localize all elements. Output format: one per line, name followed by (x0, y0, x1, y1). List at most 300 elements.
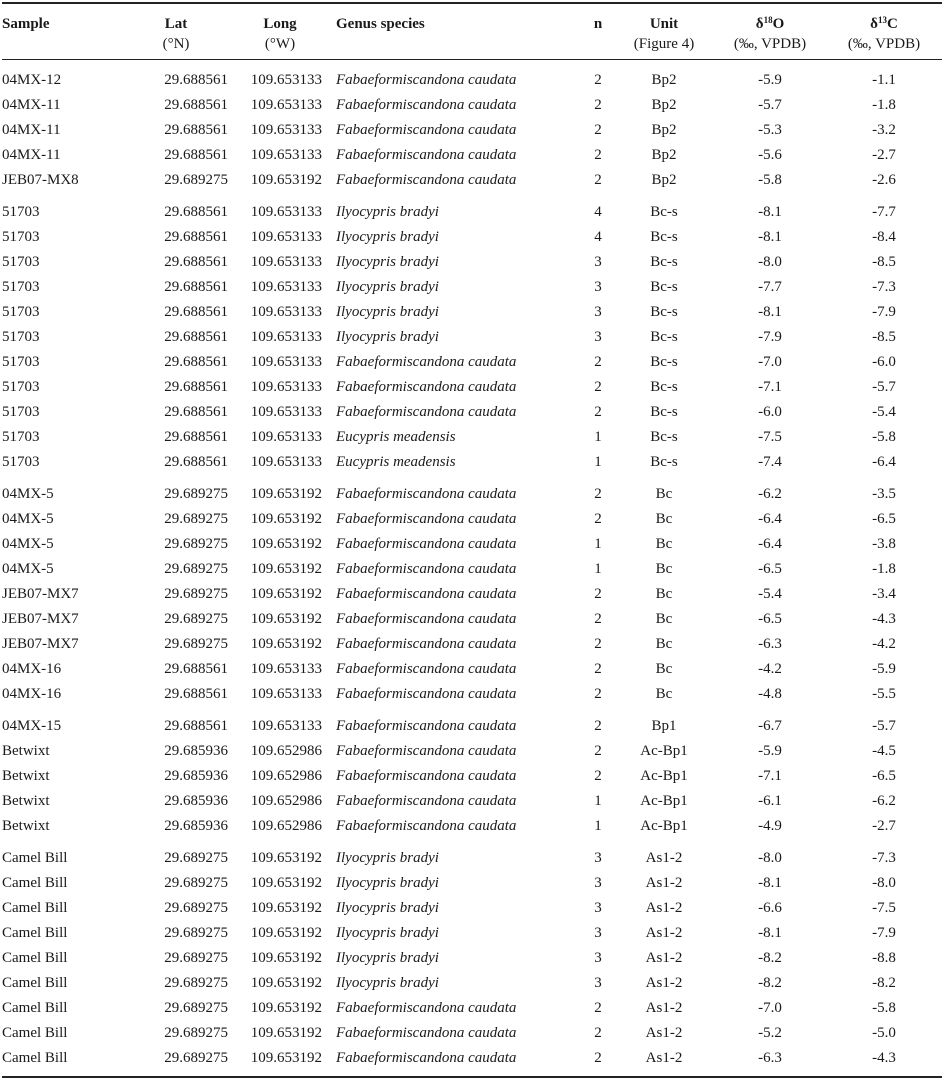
table-row (0, 683, 944, 708)
cell-long: 109.653192 (250, 1025, 322, 1041)
cell-n: 3 (594, 254, 602, 270)
cell-n: 2 (594, 172, 602, 188)
cell-genus-species: Fabaeformiscandona caudata (336, 611, 517, 627)
cell-sample: 51703 (2, 354, 40, 370)
cell-long: 109.653192 (250, 486, 322, 502)
table-row (0, 583, 944, 608)
cell-sample: 04MX-12 (2, 72, 62, 88)
cell-genus-species: Fabaeformiscandona caudata (336, 1050, 517, 1066)
cell-d13c: -5.0 (872, 1025, 896, 1041)
cell-sample: Betwixt (2, 818, 50, 834)
cell-d18o: -8.0 (758, 850, 782, 866)
cell-long: 109.653192 (250, 536, 322, 552)
cell-d13c: -7.3 (872, 850, 896, 866)
cell-d13c: -8.5 (872, 254, 896, 270)
cell-d13c: -7.9 (872, 304, 896, 320)
cell-n: 2 (594, 718, 602, 734)
cell-d13c: -8.0 (872, 875, 896, 891)
header-rule (2, 59, 942, 60)
table-top-rule (2, 2, 942, 4)
cell-d13c: -5.8 (872, 1000, 896, 1016)
row-group (0, 847, 944, 1072)
cell-unit: Bc-s (650, 254, 678, 270)
header-lat: Lat (°N) (126, 14, 226, 54)
cell-lat: 29.688561 (164, 72, 228, 88)
cell-n: 1 (594, 793, 602, 809)
cell-d18o: -6.3 (758, 636, 782, 652)
cell-genus-species: Fabaeformiscandona caudata (336, 793, 517, 809)
cell-unit: Bp1 (651, 718, 677, 734)
cell-n: 2 (594, 1050, 602, 1066)
table-row (0, 658, 944, 683)
cell-genus-species: Fabaeformiscandona caudata (336, 718, 517, 734)
cell-n: 4 (594, 229, 602, 245)
cell-d13c: -5.8 (872, 429, 896, 445)
cell-genus-species: Ilyocypris bradyi (336, 875, 439, 891)
cell-unit: Bc (655, 636, 673, 652)
cell-d13c: -6.5 (872, 768, 896, 784)
cell-lat: 29.688561 (164, 229, 228, 245)
cell-unit: As1-2 (645, 875, 683, 891)
cell-lat: 29.685936 (164, 743, 228, 759)
table-row (0, 790, 944, 815)
cell-sample: Camel Bill (2, 1050, 68, 1066)
cell-d18o: -5.3 (758, 122, 782, 138)
cell-d18o: -8.2 (758, 975, 782, 991)
cell-long: 109.653133 (250, 379, 322, 395)
cell-d13c: -8.4 (872, 229, 896, 245)
header-n: n (593, 16, 603, 32)
cell-d13c: -1.8 (872, 561, 896, 577)
row-group (0, 201, 944, 476)
cell-long: 109.653133 (250, 204, 322, 220)
cell-genus-species: Fabaeformiscandona caudata (336, 511, 517, 527)
cell-sample: 51703 (2, 379, 40, 395)
cell-genus-species: Fabaeformiscandona caudata (336, 1025, 517, 1041)
cell-unit: Bc-s (650, 329, 678, 345)
cell-d18o: -6.6 (758, 900, 782, 916)
cell-n: 3 (594, 900, 602, 916)
cell-genus-species: Ilyocypris bradyi (336, 229, 439, 245)
cell-lat: 29.688561 (164, 254, 228, 270)
cell-genus-species: Fabaeformiscandona caudata (336, 536, 517, 552)
cell-d13c: -5.5 (872, 686, 896, 702)
cell-d13c: -4.3 (872, 1050, 896, 1066)
table-row (0, 276, 944, 301)
cell-long: 109.653192 (250, 900, 322, 916)
cell-d13c: -6.0 (872, 354, 896, 370)
cell-genus-species: Fabaeformiscandona caudata (336, 172, 517, 188)
cell-long: 109.653192 (250, 172, 322, 188)
cell-unit: Bc (655, 536, 673, 552)
cell-genus-species: Fabaeformiscandona caudata (336, 97, 517, 113)
cell-sample: 51703 (2, 329, 40, 345)
cell-lat: 29.689275 (164, 925, 228, 941)
cell-n: 2 (594, 743, 602, 759)
cell-n: 3 (594, 850, 602, 866)
cell-sample: JEB07-MX8 (2, 172, 79, 188)
table-bottom-rule (2, 1076, 942, 1078)
cell-unit: Bp2 (651, 147, 677, 163)
cell-d18o: -8.2 (758, 950, 782, 966)
cell-lat: 29.689275 (164, 486, 228, 502)
cell-d18o: -8.1 (758, 304, 782, 320)
cell-long: 109.653192 (250, 950, 322, 966)
cell-n: 2 (594, 661, 602, 677)
cell-sample: 04MX-15 (2, 718, 62, 734)
cell-sample: Camel Bill (2, 850, 68, 866)
cell-long: 109.653133 (250, 718, 322, 734)
cell-sample: 51703 (2, 429, 40, 445)
table-row (0, 922, 944, 947)
table-row (0, 351, 944, 376)
cell-n: 2 (594, 147, 602, 163)
header-unit: Unit (Figure 4) (618, 14, 710, 54)
cell-genus-species: Fabaeformiscandona caudata (336, 404, 517, 420)
cell-lat: 29.688561 (164, 379, 228, 395)
cell-d18o: -6.3 (758, 1050, 782, 1066)
cell-sample: 51703 (2, 304, 40, 320)
cell-lat: 29.689275 (164, 611, 228, 627)
cell-unit: As1-2 (645, 925, 683, 941)
cell-long: 109.653133 (250, 229, 322, 245)
table-row (0, 69, 944, 94)
cell-sample: 04MX-5 (2, 536, 54, 552)
cell-unit: Ac-Bp1 (640, 793, 688, 809)
cell-lat: 29.685936 (164, 793, 228, 809)
cell-long: 109.653133 (250, 404, 322, 420)
cell-sample: 04MX-5 (2, 486, 54, 502)
table-row (0, 740, 944, 765)
cell-d13c: -1.1 (872, 72, 896, 88)
cell-unit: Bc (655, 586, 673, 602)
cell-n: 2 (594, 404, 602, 420)
table-row (0, 1022, 944, 1047)
cell-unit: As1-2 (645, 975, 683, 991)
cell-d18o: -4.2 (758, 661, 782, 677)
cell-d18o: -5.7 (758, 97, 782, 113)
cell-d18o: -7.5 (758, 429, 782, 445)
row-group (0, 715, 944, 840)
table-row (0, 401, 944, 426)
cell-d13c: -8.8 (872, 950, 896, 966)
cell-unit: Bc-s (650, 204, 678, 220)
cell-sample: JEB07-MX7 (2, 586, 79, 602)
cell-n: 3 (594, 875, 602, 891)
cell-n: 2 (594, 1025, 602, 1041)
table-row (0, 119, 944, 144)
header-lat-unit: (°N) (162, 36, 190, 52)
cell-d18o: -4.8 (758, 686, 782, 702)
cell-d13c: -8.5 (872, 329, 896, 345)
cell-unit: Bc (655, 511, 673, 527)
cell-unit: Bp2 (651, 97, 677, 113)
cell-d13c: -7.3 (872, 279, 896, 295)
cell-sample: 51703 (2, 204, 40, 220)
table-row (0, 251, 944, 276)
cell-n: 1 (594, 454, 602, 470)
cell-sample: 51703 (2, 454, 40, 470)
cell-lat: 29.688561 (164, 122, 228, 138)
cell-unit: Bc-s (650, 304, 678, 320)
cell-lat: 29.689275 (164, 1025, 228, 1041)
cell-unit: Bc (655, 611, 673, 627)
cell-d13c: -5.7 (872, 379, 896, 395)
cell-long: 109.653133 (250, 354, 322, 370)
cell-sample: 51703 (2, 229, 40, 245)
cell-lat: 29.688561 (164, 279, 228, 295)
cell-unit: Bc-s (650, 379, 678, 395)
cell-genus-species: Fabaeformiscandona caudata (336, 661, 517, 677)
cell-genus-species: Ilyocypris bradyi (336, 850, 439, 866)
cell-long: 109.653192 (250, 850, 322, 866)
table-row (0, 765, 944, 790)
cell-d13c: -3.8 (872, 536, 896, 552)
cell-n: 2 (594, 72, 602, 88)
cell-long: 109.652986 (250, 818, 322, 834)
cell-long: 109.653133 (250, 97, 322, 113)
cell-d18o: -5.9 (758, 743, 782, 759)
cell-long: 109.653192 (250, 586, 322, 602)
cell-n: 3 (594, 329, 602, 345)
cell-genus-species: Fabaeformiscandona caudata (336, 122, 517, 138)
cell-n: 2 (594, 122, 602, 138)
cell-sample: JEB07-MX7 (2, 611, 79, 627)
cell-long: 109.653192 (250, 1050, 322, 1066)
cell-d18o: -6.4 (758, 536, 782, 552)
cell-genus-species: Fabaeformiscandona caudata (336, 72, 517, 88)
cell-long: 109.652986 (250, 793, 322, 809)
cell-sample: 04MX-16 (2, 686, 62, 702)
cell-long: 109.653133 (250, 661, 322, 677)
table-row (0, 508, 944, 533)
cell-unit: Bc-s (650, 354, 678, 370)
cell-n: 2 (594, 379, 602, 395)
table-row (0, 94, 944, 119)
cell-lat: 29.689275 (164, 850, 228, 866)
cell-genus-species: Ilyocypris bradyi (336, 925, 439, 941)
cell-genus-species: Ilyocypris bradyi (336, 279, 439, 295)
cell-lat: 29.688561 (164, 329, 228, 345)
cell-d18o: -4.9 (758, 818, 782, 834)
cell-long: 109.653133 (250, 72, 322, 88)
cell-d13c: -6.4 (872, 454, 896, 470)
cell-n: 2 (594, 686, 602, 702)
cell-sample: Betwixt (2, 743, 50, 759)
cell-d18o: -7.0 (758, 354, 782, 370)
cell-long: 109.653192 (250, 636, 322, 652)
cell-long: 109.653192 (250, 611, 322, 627)
cell-genus-species: Fabaeformiscandona caudata (336, 636, 517, 652)
cell-n: 2 (594, 586, 602, 602)
cell-sample: Camel Bill (2, 1000, 68, 1016)
table-row (0, 326, 944, 351)
cell-d18o: -5.2 (758, 1025, 782, 1041)
cell-d18o: -7.1 (758, 768, 782, 784)
cell-sample: 04MX-5 (2, 561, 54, 577)
cell-unit: As1-2 (645, 1025, 683, 1041)
cell-long: 109.653133 (250, 304, 322, 320)
cell-genus-species: Fabaeformiscandona caudata (336, 486, 517, 502)
cell-d18o: -8.1 (758, 229, 782, 245)
cell-long: 109.653192 (250, 1000, 322, 1016)
cell-d18o: -8.1 (758, 925, 782, 941)
cell-long: 109.653133 (250, 279, 322, 295)
cell-unit: Bc (655, 661, 673, 677)
cell-sample: Camel Bill (2, 875, 68, 891)
table-row (0, 169, 944, 194)
cell-sample: 04MX-11 (2, 97, 61, 113)
cell-lat: 29.689275 (164, 561, 228, 577)
cell-unit: Bp2 (651, 72, 677, 88)
cell-genus-species: Eucypris meadensis (336, 454, 456, 470)
cell-unit: Ac-Bp1 (640, 818, 688, 834)
cell-sample: Camel Bill (2, 900, 68, 916)
table-row (0, 815, 944, 840)
table-row (0, 897, 944, 922)
cell-genus-species: Fabaeformiscandona caudata (336, 379, 517, 395)
cell-d18o: -8.1 (758, 204, 782, 220)
cell-lat: 29.688561 (164, 686, 228, 702)
cell-lat: 29.689275 (164, 636, 228, 652)
cell-unit: Bc-s (650, 404, 678, 420)
cell-n: 2 (594, 354, 602, 370)
header-genus-species: Genus species (336, 16, 425, 32)
cell-d18o: -6.1 (758, 793, 782, 809)
cell-d18o: -8.1 (758, 875, 782, 891)
cell-unit: Bc (655, 686, 673, 702)
cell-sample: 51703 (2, 279, 40, 295)
cell-n: 1 (594, 561, 602, 577)
cell-n: 2 (594, 768, 602, 784)
cell-n: 3 (594, 925, 602, 941)
table-row (0, 201, 944, 226)
cell-genus-species: Ilyocypris bradyi (336, 304, 439, 320)
cell-d18o: -7.7 (758, 279, 782, 295)
cell-genus-species: Fabaeformiscandona caudata (336, 1000, 517, 1016)
cell-sample: 51703 (2, 404, 40, 420)
cell-d13c: -7.5 (872, 900, 896, 916)
cell-lat: 29.688561 (164, 718, 228, 734)
cell-d13c: -5.9 (872, 661, 896, 677)
cell-lat: 29.689275 (164, 511, 228, 527)
cell-d13c: -3.5 (872, 486, 896, 502)
cell-genus-species: Ilyocypris bradyi (336, 900, 439, 916)
cell-d18o: -6.2 (758, 486, 782, 502)
cell-sample: 04MX-16 (2, 661, 62, 677)
table-row (0, 144, 944, 169)
cell-n: 1 (594, 818, 602, 834)
cell-lat: 29.688561 (164, 147, 228, 163)
cell-d13c: -4.3 (872, 611, 896, 627)
cell-d13c: -3.2 (872, 122, 896, 138)
cell-long: 109.652986 (250, 768, 322, 784)
table-row (0, 997, 944, 1022)
cell-long: 109.653133 (250, 429, 322, 445)
table-row (0, 872, 944, 897)
cell-long: 109.653133 (250, 329, 322, 345)
cell-long: 109.653192 (250, 511, 322, 527)
cell-n: 1 (594, 536, 602, 552)
cell-long: 109.653192 (250, 925, 322, 941)
cell-genus-species: Fabaeformiscandona caudata (336, 561, 517, 577)
cell-genus-species: Fabaeformiscandona caudata (336, 818, 517, 834)
cell-long: 109.653133 (250, 147, 322, 163)
cell-d13c: -6.5 (872, 511, 896, 527)
cell-n: 3 (594, 304, 602, 320)
cell-d18o: -5.4 (758, 586, 782, 602)
cell-lat: 29.689275 (164, 875, 228, 891)
cell-long: 109.653133 (250, 686, 322, 702)
cell-lat: 29.688561 (164, 661, 228, 677)
table-row (0, 608, 944, 633)
header-sample: Sample (2, 16, 50, 32)
cell-d13c: -5.4 (872, 404, 896, 420)
cell-d18o: -6.0 (758, 404, 782, 420)
cell-unit: Bc-s (650, 279, 678, 295)
cell-d18o: -6.7 (758, 718, 782, 734)
cell-d13c: -2.7 (872, 147, 896, 163)
cell-n: 2 (594, 511, 602, 527)
cell-long: 109.653192 (250, 875, 322, 891)
cell-unit: Bc-s (650, 229, 678, 245)
cell-genus-species: Ilyocypris bradyi (336, 254, 439, 270)
header-d18o-unit: (‰, VPDB) (733, 36, 807, 52)
cell-lat: 29.688561 (164, 354, 228, 370)
cell-genus-species: Fabaeformiscandona caudata (336, 354, 517, 370)
cell-d18o: -6.5 (758, 561, 782, 577)
cell-genus-species: Ilyocypris bradyi (336, 204, 439, 220)
table-row (0, 715, 944, 740)
cell-lat: 29.689275 (164, 950, 228, 966)
cell-d13c: -4.5 (872, 743, 896, 759)
cell-genus-species: Fabaeformiscandona caudata (336, 686, 517, 702)
table-row (0, 426, 944, 451)
table-body (0, 69, 944, 1079)
cell-sample: Camel Bill (2, 975, 68, 991)
row-group (0, 69, 944, 194)
cell-sample: 51703 (2, 254, 40, 270)
header-d18o: $\delta^{18}O$ (‰, VPDB) (718, 14, 822, 54)
table-row (0, 558, 944, 583)
cell-lat: 29.688561 (164, 304, 228, 320)
cell-d13c: -1.8 (872, 97, 896, 113)
cell-long: 109.653192 (250, 561, 322, 577)
cell-lat: 29.688561 (164, 404, 228, 420)
cell-genus-species: Fabaeformiscandona caudata (336, 768, 517, 784)
table-row (0, 972, 944, 997)
cell-unit: Bc (655, 561, 673, 577)
cell-sample: Betwixt (2, 793, 50, 809)
cell-d13c: -5.7 (872, 718, 896, 734)
cell-d13c: -2.6 (872, 172, 896, 188)
table-row (0, 483, 944, 508)
cell-lat: 29.685936 (164, 818, 228, 834)
cell-unit: As1-2 (645, 850, 683, 866)
cell-lat: 29.685936 (164, 768, 228, 784)
cell-d13c: -4.2 (872, 636, 896, 652)
cell-n: 2 (594, 636, 602, 652)
cell-genus-species: Fabaeformiscandona caudata (336, 147, 517, 163)
row-group (0, 483, 944, 708)
cell-d13c: -7.7 (872, 204, 896, 220)
cell-genus-species: Fabaeformiscandona caudata (336, 586, 517, 602)
cell-unit: As1-2 (645, 1050, 683, 1066)
cell-long: 109.653133 (250, 122, 322, 138)
cell-d18o: -5.6 (758, 147, 782, 163)
cell-lat: 29.689275 (164, 975, 228, 991)
cell-d18o: -6.4 (758, 511, 782, 527)
